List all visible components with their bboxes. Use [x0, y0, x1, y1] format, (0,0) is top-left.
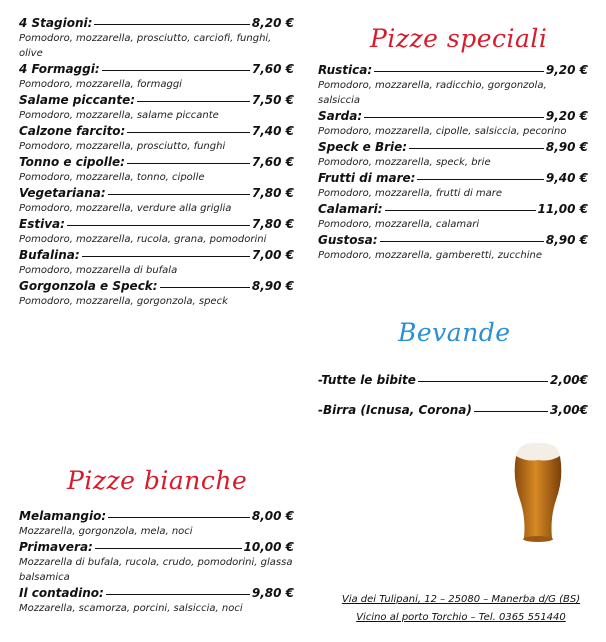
menu-item-line — [19, 123, 294, 139]
menu-item-line — [318, 201, 588, 217]
menu-item-ingredients: Pomodoro, mozzarella, prosciutto, carciofi, funghi, olive — [19, 33, 272, 59]
footer — [316, 591, 606, 627]
menu-item-line — [318, 108, 588, 124]
menu-item-price: 3,00€ — [550, 403, 588, 417]
menu-item — [19, 216, 294, 247]
footer-address: Via dei Tulipani, 12 – 25080 – Manerba d/G (BS) — [341, 594, 581, 605]
menu-item-ingredients: Pomodoro, mozzarella, cipolle, salsiccia, pecorino — [318, 126, 567, 137]
menu-item-line — [19, 585, 294, 601]
menu-item-name: Gorgonzola e Speck: — [19, 279, 158, 293]
price-leader-line — [374, 71, 544, 72]
menu-item-price: 8,90 € — [545, 233, 588, 247]
price-leader-line — [380, 241, 544, 242]
menu-item-price: 9,40 € — [545, 171, 588, 185]
menu-item-line — [318, 232, 588, 248]
menu-item-name: Melamangio: — [19, 509, 107, 523]
menu-item-name: -Birra (Icnusa, Corona) — [318, 403, 472, 417]
price-leader-line — [108, 194, 250, 195]
pizze-bianche-list — [19, 508, 294, 616]
menu-item-price: 7,60 € — [251, 155, 294, 169]
price-leader-line — [82, 256, 250, 257]
price-leader-line — [417, 179, 543, 180]
menu-item-name: 4 Stagioni: — [19, 16, 93, 30]
menu-item-name: Calamari: — [318, 202, 383, 216]
menu-item-price: 10,00 € — [243, 540, 294, 554]
menu-item-name: Gustosa: — [318, 233, 378, 247]
menu-item — [318, 402, 588, 418]
menu-item — [19, 154, 294, 185]
menu-item-name: Il contadino: — [19, 586, 104, 600]
menu-item-line — [318, 62, 588, 78]
price-leader-line — [106, 594, 250, 595]
menu-item-name: Speck e Brie: — [318, 140, 408, 154]
price-leader-line — [127, 132, 250, 133]
menu-item — [318, 139, 588, 170]
beer-glass-icon — [510, 438, 566, 544]
menu-item-line — [318, 402, 588, 418]
price-leader-line — [137, 101, 250, 102]
menu-item-price: 7,60 € — [251, 62, 294, 76]
footer-contact: Vicino al porto Torchio – Tel. 0365 551440 — [356, 612, 566, 623]
price-leader-line — [418, 381, 548, 382]
menu-item-line — [19, 185, 294, 201]
menu-item-name: Salame piccante: — [19, 93, 136, 107]
price-leader-line — [385, 210, 536, 211]
menu-item-line — [318, 372, 588, 388]
menu-item-ingredients: Pomodoro, mozzarella, tonno, cipolle — [19, 172, 205, 183]
menu-item-line — [19, 61, 294, 77]
menu-item-ingredients: Pomodoro, mozzarella, rucola, grana, pomodorini — [19, 234, 267, 245]
menu-item-line — [19, 92, 294, 108]
menu-item-price: 8,90 € — [251, 279, 294, 293]
menu-item-line — [19, 154, 294, 170]
price-leader-line — [160, 287, 250, 288]
menu-item-price: 8,20 € — [251, 16, 294, 30]
menu-item-ingredients: Mozzarella, scamorza, porcini, salsiccia, noci — [19, 603, 243, 614]
menu-item-line — [318, 170, 588, 186]
menu-item-price: 7,80 € — [251, 217, 294, 231]
menu-item — [318, 170, 588, 201]
menu-item-price: 8,90 € — [545, 140, 588, 154]
bevande-list — [318, 372, 588, 432]
menu-item-ingredients: Pomodoro, mozzarella, gorgonzola, speck — [19, 296, 228, 307]
menu-item-name: Tonno e cipolle: — [19, 155, 125, 169]
menu-item-price: 11,00 € — [537, 202, 588, 216]
menu-item — [19, 539, 294, 585]
menu-item — [19, 92, 294, 123]
menu-item-price: 7,00 € — [251, 248, 294, 262]
menu-item-price: 2,00€ — [550, 373, 588, 387]
menu-item — [318, 62, 588, 108]
menu-item-price: 7,50 € — [251, 93, 294, 107]
menu-item-price: 9,20 € — [545, 109, 588, 123]
menu-item-name: 4 Formaggi: — [19, 62, 100, 76]
price-leader-line — [474, 411, 548, 412]
price-leader-line — [67, 225, 250, 226]
menu-item — [19, 278, 294, 309]
menu-item-ingredients: Pomodoro, mozzarella, radicchio, gorgonzola, salsiccia — [318, 80, 547, 106]
menu-item — [19, 123, 294, 154]
pizze-speciali-title: Pizze speciali — [370, 24, 548, 53]
menu-item — [318, 201, 588, 232]
bevande-title: Bevande — [398, 318, 511, 347]
price-leader-line — [127, 163, 250, 164]
menu-item-ingredients: Pomodoro, mozzarella, prosciutto, funghi — [19, 141, 226, 152]
price-leader-line — [102, 70, 250, 71]
menu-item-line — [19, 278, 294, 294]
menu-item-name: -Tutte le bibite — [318, 373, 416, 387]
price-leader-line — [94, 24, 249, 25]
menu-item-line — [19, 15, 294, 31]
menu-item-name: Rustica: — [318, 63, 373, 77]
menu-item — [19, 185, 294, 216]
menu-item-price: 9,20 € — [545, 63, 588, 77]
menu-item-name: Frutti di mare: — [318, 171, 416, 185]
menu-item — [19, 15, 294, 61]
menu-item-name: Estiva: — [19, 217, 65, 231]
pizze-classiche-list — [19, 15, 294, 309]
pizze-bianche-title: Pizze bianche — [67, 466, 248, 495]
menu-item-ingredients: Pomodoro, mozzarella, verdure alla griglia — [19, 203, 232, 214]
price-leader-line — [108, 517, 250, 518]
menu-item — [19, 508, 294, 539]
menu-item — [318, 232, 588, 263]
price-leader-line — [364, 117, 544, 118]
menu-item — [19, 61, 294, 92]
menu-item-name: Sarda: — [318, 109, 363, 123]
menu-item-price: 7,40 € — [251, 124, 294, 138]
menu-item-ingredients: Pomodoro, mozzarella, calamari — [318, 219, 480, 230]
menu-item-ingredients: Pomodoro, mozzarella, speck, brie — [318, 157, 491, 168]
menu-item-name: Bufalina: — [19, 248, 80, 262]
menu-item — [318, 108, 588, 139]
menu-item-ingredients: Mozzarella, gorgonzola, mela, noci — [19, 526, 193, 537]
menu-item — [19, 247, 294, 278]
menu-item-price: 8,00 € — [251, 509, 294, 523]
menu-item-ingredients: Pomodoro, mozzarella, salame piccante — [19, 110, 219, 121]
menu-item-ingredients: Pomodoro, mozzarella, formaggi — [19, 79, 182, 90]
menu-item-line — [318, 139, 588, 155]
menu-item-ingredients: Pomodoro, mozzarella, gamberetti, zucchine — [318, 250, 542, 261]
menu-item — [318, 372, 588, 388]
menu-item-price: 9,80 € — [251, 586, 294, 600]
menu-item-ingredients: Pomodoro, mozzarella, frutti di mare — [318, 188, 503, 199]
menu-item — [19, 585, 294, 616]
menu-item-line — [19, 539, 294, 555]
menu-item-line — [19, 508, 294, 524]
menu-item-line — [19, 216, 294, 232]
menu-item-name: Vegetariana: — [19, 186, 106, 200]
pizze-speciali-list — [318, 62, 588, 263]
menu-item-line — [19, 247, 294, 263]
menu-item-ingredients: Pomodoro, mozzarella di bufala — [19, 265, 178, 276]
menu-item-ingredients: Mozzarella di bufala, rucola, crudo, pomodorini, glassa balsamica — [19, 557, 293, 583]
menu-item-name: Primavera: — [19, 540, 93, 554]
price-leader-line — [95, 548, 242, 549]
price-leader-line — [409, 148, 544, 149]
menu-item-price: 7,80 € — [251, 186, 294, 200]
menu-item-name: Calzone farcito: — [19, 124, 126, 138]
